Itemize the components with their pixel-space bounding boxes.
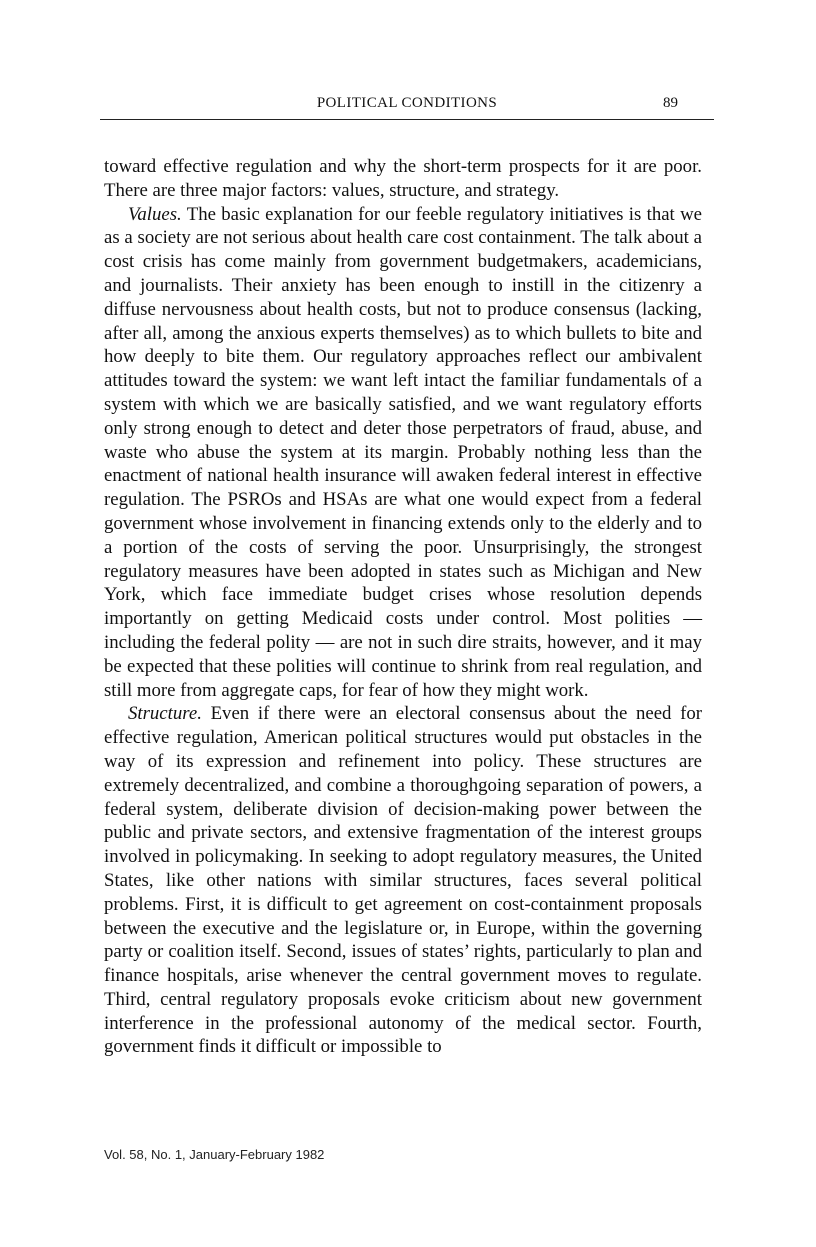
paragraph-intro <box>104 155 702 203</box>
paragraph-structure <box>104 702 702 1059</box>
running-title: POLITICAL CONDITIONS <box>316 95 498 111</box>
section-lead-structure: Structure. <box>128 703 202 725</box>
paragraph-text: toward effective regulation and why the short-term prospects for it are poor. There are three major factors: values, structure, and strategy. <box>104 156 702 201</box>
section-lead-values: Values. <box>128 203 182 225</box>
paragraph-text: The basic explanation for our feeble regulatory initiatives is that we as a society are not serious about health care cost containment. The talk about a cost crisis has come mainly from government budgetmakers, academicians, and journalists. Their anxiety has been enough to instill in the citizenry a diffuse nervousness about health costs, but not to produce consensus (lacking, after all, among the anxious experts themselves) as to which bullets to bite and how deeply to bite them. Our regulatory approaches reflect our ambivalent attitudes toward the system: we want left intact the familiar fundamentals of a system with which we are basically satisfied, and we want regulatory efforts only strong enough to detect and deter those perpetrators of fraud, abuse, and waste who abuse the system at its margin. Probably nothing less than the enactment of national health insurance will awaken federal interest in effective regulation. The PSROs and HSAs are what one would expect from a federal government whose involvement in financing extends only to the elderly and to a portion of the costs of serving the poor. Unsurprisingly, the strongest regulatory measures have been adopted in states such as Michigan and New York, which face immediate budget crises whose resolution depends importantly on getting Medicaid costs under control. Most polities — including the federal polity — are not in such dire straits, however, and it may be expected that these polities will continue to shrink from real regulation, and still more from aggregate caps, for fear of how they might work. <box>104 203 702 701</box>
paragraph-text: Even if there were an electoral consensus about the need for effective regulation, American political structures would put obstacles in the way of its expression and refinement into policy. These structures are extremely decentralized, and combine a thoroughgoing separation of powers, a federal system, deliberate division of decision-making power between the public and private sectors, and extensive fragmentation of the interest groups involved in policymaking. In seeking to adopt regulatory measures, the United States, like other nations with similar structures, faces several political problems. First, it is difficult to get agreement on cost-containment proposals between the executive and the legislature or, in Europe, within the governing party or coalition itself. Second, issues of states’ rights, particularly to plan and finance hospitals, arise whenever the central government moves to regulate. Third, central regulatory proposals evoke criticism about new government interference in the professional autonomy of the medical sector. Fourth, government finds it difficult or impossible to <box>104 703 702 1058</box>
page-number: 89 <box>663 95 678 111</box>
page-header <box>100 93 714 120</box>
paragraph-values <box>104 203 702 703</box>
body-text <box>104 155 702 1059</box>
page-footer: Vol. 58, No. 1, January-February 1982 <box>104 1147 325 1162</box>
